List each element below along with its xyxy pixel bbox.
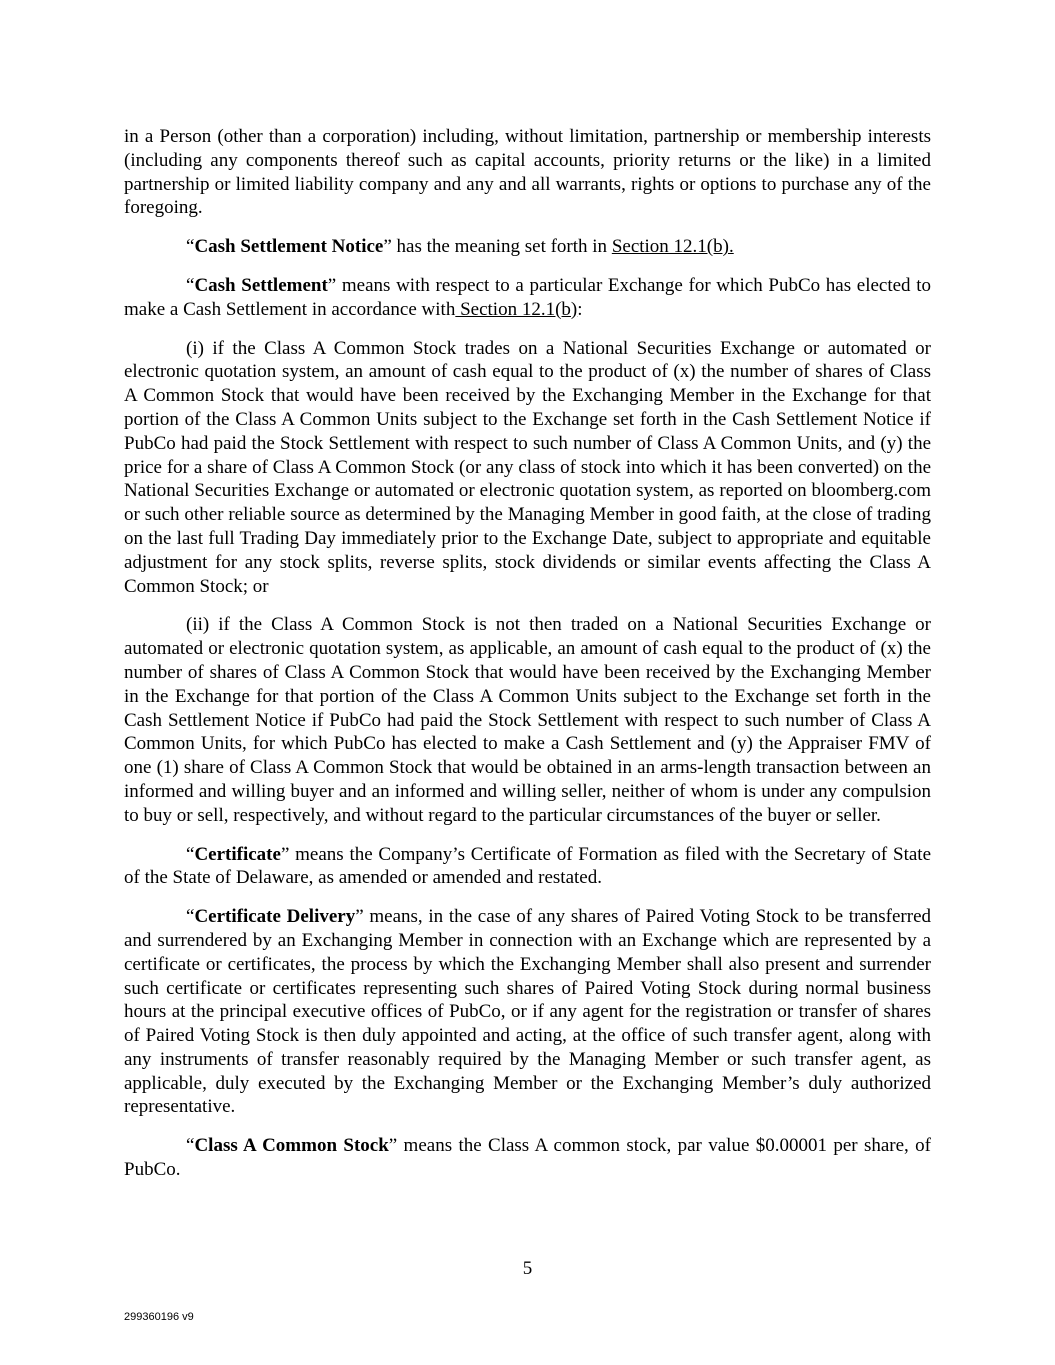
defined-term: Cash Settlement xyxy=(194,274,328,296)
section-reference: Section 12.1(b) xyxy=(455,298,578,320)
open-quote: “ xyxy=(186,236,195,258)
cash-settlement-clause-ii xyxy=(124,613,931,827)
definition-text: ” means with respect to a particular Exchange for which PubCo has elected to make a Cash Settlement in accordance with xyxy=(124,274,931,320)
definition-text: ” has the meaning set forth in xyxy=(383,236,612,258)
open-quote: “ xyxy=(186,843,195,865)
defined-term: Class A Common Stock xyxy=(194,1135,389,1157)
definition-cash-settlement-notice xyxy=(124,235,931,259)
open-quote: “ xyxy=(186,1135,195,1157)
cash-settlement-clause-i xyxy=(124,337,931,599)
definition-cash-settlement xyxy=(124,274,931,322)
document-id: 299360196 v9 xyxy=(124,1311,194,1323)
definition-text: ” means the Company’s Certificate of Formation as filed with the Secretary of State of the State of Delaware, as amended or amended and restated. xyxy=(124,843,931,889)
definition-certificate-delivery xyxy=(124,905,931,1119)
page-number: 5 xyxy=(522,1258,533,1279)
defined-term: Cash Settlement Notice xyxy=(194,236,384,258)
clause-text: (i) if the Class A Common Stock trades on a National Securities Exchange or automated or electronic quotation system, an amount of cash equal to the product of (x) the number of shares of Class A Common Stock that would have been received by the Exchanging Member in the Exchange for that portion of the Class A Common Units subject to the Exchange set forth in the Cash Settlement Notice if PubCo had paid the Stock Settlement with respect to such number of Class A Common Units, and (y) the price for a share of Class A Common Stock (or any class of stock into which it has been converted) on the National Securities Exchange or automated or electronic quotation system, as reported on bloomberg.com or such other reliable source as determined by the Managing Member in good faith, at the close of trading on the last full Trading Day immediately prior to the Exchange Date, subject to appropriate and equitable adjustment for any stock splits, reverse splits, stock dividends or similar events affecting the Class A Common Stock; or xyxy=(124,337,931,597)
open-quote: “ xyxy=(186,906,195,928)
definition-class-a-common-stock xyxy=(124,1134,931,1182)
defined-term: Certificate Delivery xyxy=(194,906,356,928)
paragraph-equity-interest-continuation xyxy=(124,125,931,220)
definition-text: ” means, in the case of any shares of Paired Voting Stock to be transferred and surrendered by an Exchanging Member in connection with an Exchange which are represented by a certificate or certificates, the process by which the Exchanging Member shall also present and surrender such certificate or certificates representing such shares of Paired Voting Stock during normal business hours at the principal executive offices of PubCo, or if any agent for the registration or transfer of shares of Paired Voting Stock is then duly appointed and acting, at the office of such transfer agent, along with any instruments of transfer reasonably required by the Managing Member or such transfer agent, as applicable, duly executed by the Exchanging Member or the Exchanging Member’s duly authorized representative. xyxy=(124,906,931,1118)
section-reference: Section 12.1(b). xyxy=(611,236,734,258)
definition-certificate xyxy=(124,843,931,891)
definition-text-end: : xyxy=(577,298,583,320)
open-quote: “ xyxy=(186,274,195,296)
document-body xyxy=(124,125,931,1197)
paragraph-text: in a Person (other than a corporation) including, without limitation, partnership or membership interests (including any components thereof such as capital accounts, priority returns or the like) in a limited partnership or limited liability company and any and all warrants, rights or options to purchase any of the foregoing. xyxy=(124,126,931,219)
definition-text: ” means the Class A common stock, par value $0.00001 per share, of PubCo. xyxy=(124,1135,931,1181)
defined-term: Certificate xyxy=(194,843,281,865)
clause-text: (ii) if the Class A Common Stock is not then traded on a National Securities Exchange or automated or electronic quotation system, as applicable, an amount of cash equal to the product of (x) the number of shares of Class A Common Stock that would have been received by the Exchanging Member in the Exchange for that portion of the Class A Common Units subject to the Exchange set forth in the Cash Settlement Notice if PubCo had paid the Stock Settlement with respect to such number of Class A Common Units, for which PubCo has elected to make a Cash Settlement and (y) the Appraiser FMV of one (1) share of Class A Common Stock that would be obtained in an arms-length transaction between an informed and willing buyer and an informed and willing seller, neither of whom is under any compulsion to buy or sell, respectively, and without regard to the particular circumstances of the buyer or seller. xyxy=(124,614,931,826)
